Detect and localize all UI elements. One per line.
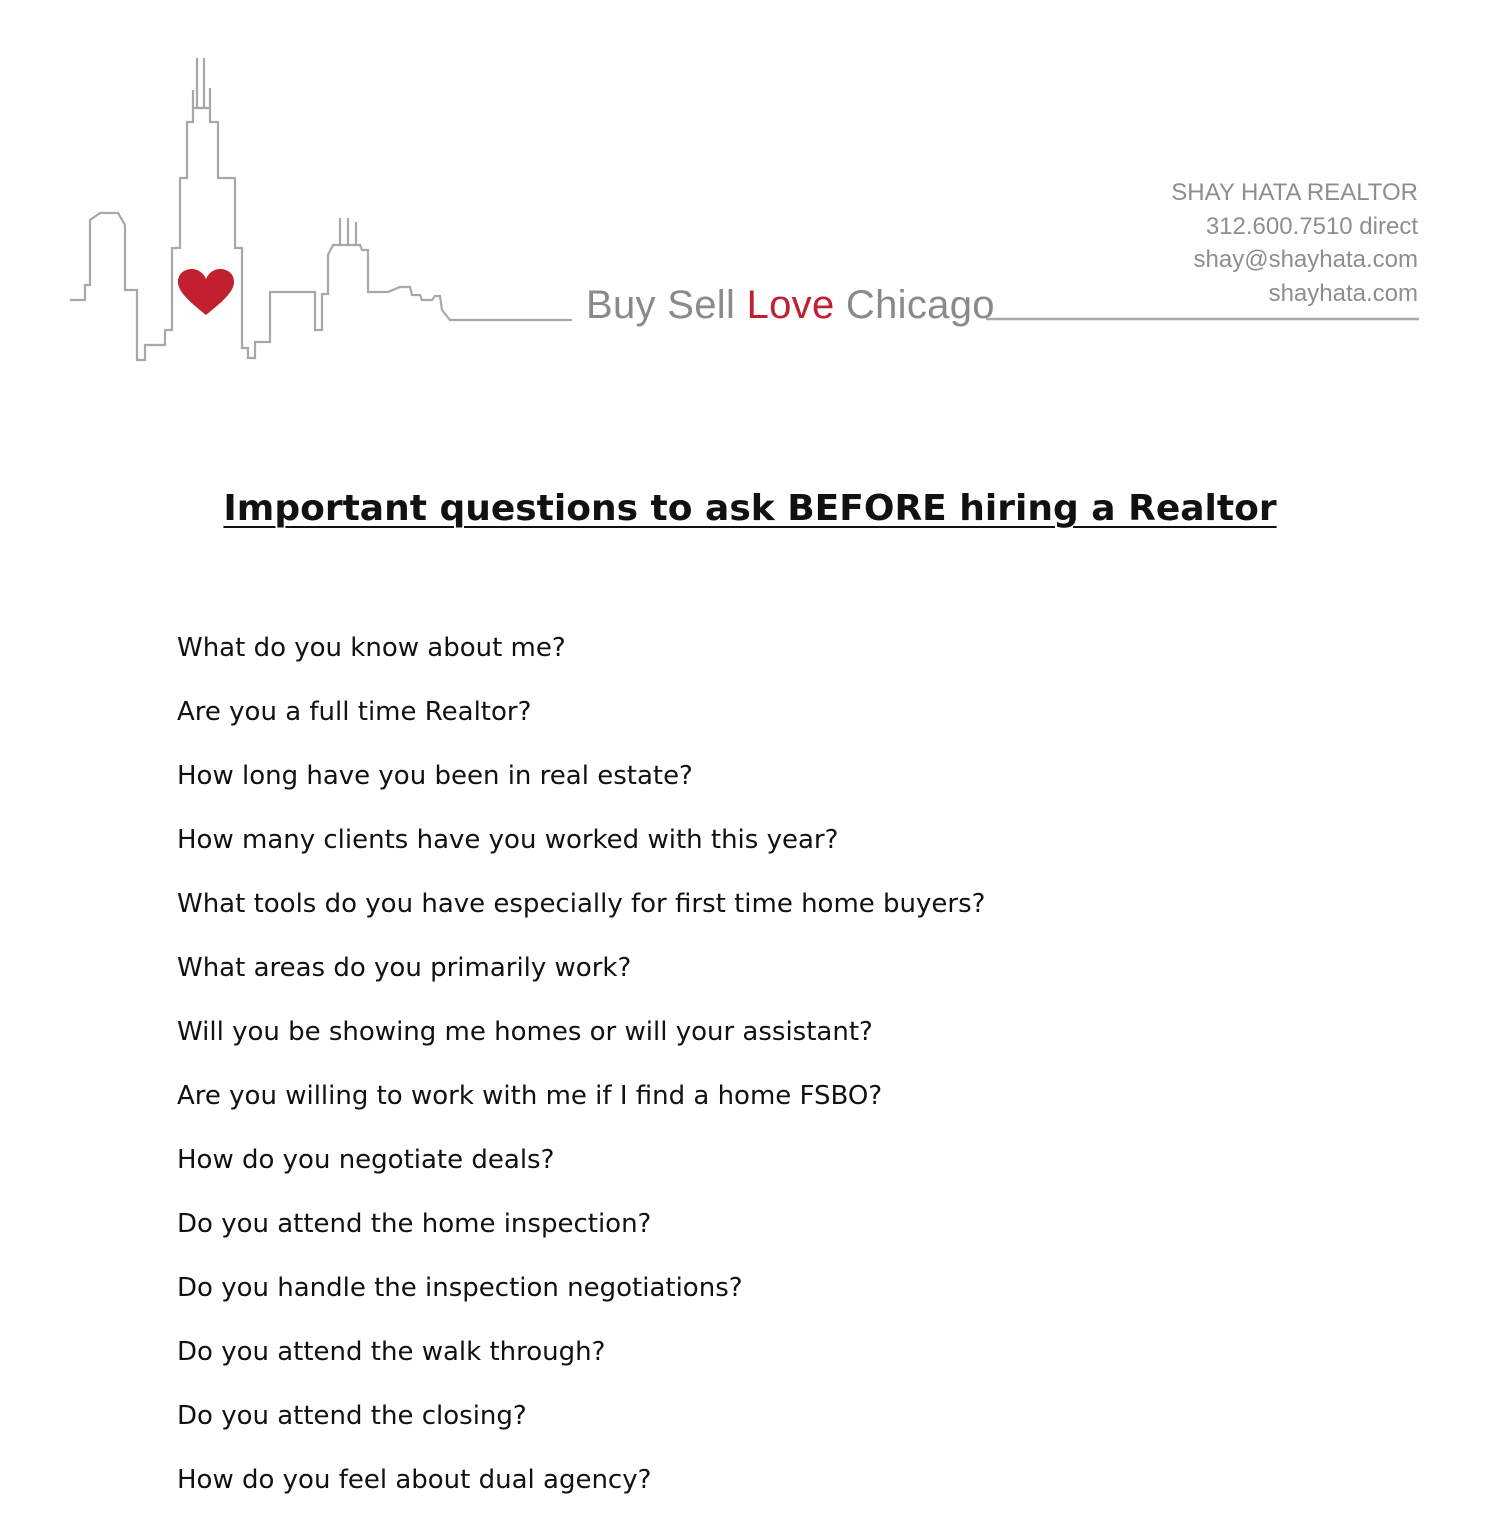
question-item: What tools do you have especially for first time home buyers? [177, 889, 986, 919]
question-list [177, 629, 985, 1525]
question-item: Do you attend the home inspection? [177, 1209, 652, 1239]
contact-block [1171, 176, 1418, 310]
page-title: Important questions to ask BEFORE hiring a Realtor [223, 488, 1277, 529]
heart-icon [178, 269, 234, 315]
chicago-skyline-icon [70, 58, 572, 360]
tagline-love: Love [746, 283, 835, 327]
question-item: How long have you been in real estate? [177, 761, 693, 791]
question-item: What areas do you primarily work? [177, 953, 632, 983]
question-item: Are you a full time Realtor? [177, 697, 532, 727]
tagline [586, 283, 995, 328]
question-item: How do you negotiate deals? [177, 1145, 555, 1175]
agent-email: shay@shayhata.com [1193, 246, 1418, 273]
question-item: How many clients have you worked with this year? [177, 825, 839, 855]
question-item: Are you willing to work with me if I find a home FSBO? [177, 1081, 883, 1111]
tagline-part-3: Chicago [834, 283, 995, 327]
tagline-part-1: Buy Sell [586, 283, 747, 327]
question-item: Will you be showing me homes or will your assistant? [177, 1017, 873, 1047]
question-item: Do you attend the walk through? [177, 1337, 606, 1367]
agent-name: SHAY HATA REALTOR [1171, 179, 1418, 206]
letterhead [0, 0, 1500, 380]
agent-phone: 312.600.7510 direct [1205, 212, 1418, 240]
question-item: How do you feel about dual agency? [177, 1465, 652, 1495]
question-item: What do you know about me? [177, 633, 566, 663]
agent-website: shayhata.com [1268, 279, 1418, 307]
question-item: Do you attend the closing? [177, 1401, 527, 1431]
question-item: Do you handle the inspection negotiations? [177, 1273, 743, 1303]
